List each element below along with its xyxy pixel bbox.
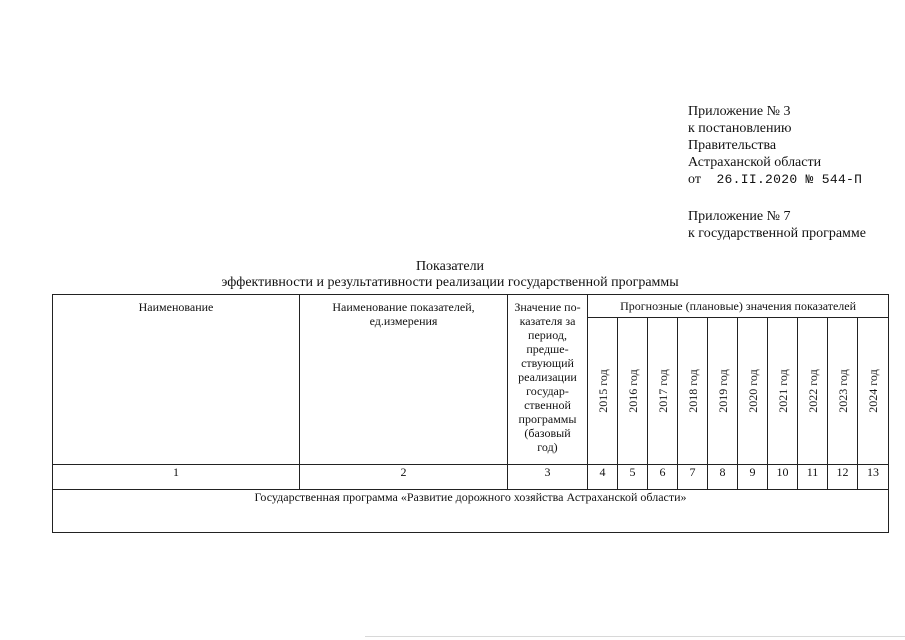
date-prefix: от [688,172,701,187]
year-2024: 2024 год [858,318,889,465]
year-2016: 2016 год [618,318,648,465]
document-title [160,259,740,291]
year-2017: 2017 год [648,318,678,465]
year-2023: 2023 год [828,318,858,465]
column-number: 8 [708,465,738,490]
column-numbers-row [53,465,889,490]
column-number: 5 [618,465,648,490]
column-number: 2 [300,465,508,490]
year-2019: 2019 год [708,318,738,465]
appendix7-number: Приложение № 7 [688,209,791,224]
year-2015: 2015 год [588,318,618,465]
column-number: 10 [768,465,798,490]
year-2022: 2022 год [798,318,828,465]
header-indicator: Наименование показателей, ед.измерения [300,295,508,465]
date-stamp: 26.II.2020 № 544-П [716,172,863,187]
column-number: 11 [798,465,828,490]
column-number: 9 [738,465,768,490]
appendix3-date-line [688,171,898,188]
year-2021: 2021 год [768,318,798,465]
title-line-2: эффективности и результативности реализации государственной программы [221,275,679,290]
column-number: 4 [588,465,618,490]
appendix3-number: Приложение № 3 [688,104,791,119]
program-row [53,490,889,533]
year-2018: 2018 год [678,318,708,465]
column-number: 7 [678,465,708,490]
column-number: 13 [858,465,889,490]
year-2020: 2020 год [738,318,768,465]
title-line-1: Показатели [415,259,485,274]
appendix3-header [688,103,898,188]
appendix3-to-resolution: к постановлению [688,121,792,136]
column-number: 6 [648,465,678,490]
appendix3-region: Астраханской области [688,155,822,170]
indicators-table [52,294,889,533]
appendix3-government: Правительства [688,138,777,153]
appendix7-header [688,208,903,242]
column-number: 12 [828,465,858,490]
scan-edge-line [365,636,905,637]
program-title: Государственная программа «Развитие дорожного хозяйства Астраханской области» [53,490,889,533]
column-number: 1 [53,465,300,490]
header-base-value: Значение по- казателя за период, предше- ствующий реализации государ- ственной программы (базовый год) [508,295,588,465]
header-forecast: Прогнозные (плановые) значения показателей [588,295,889,318]
header-name: Наименование [53,295,300,465]
column-number: 3 [508,465,588,490]
appendix7-to-program: к государственной программе [688,226,866,241]
header-row-1 [53,295,889,318]
